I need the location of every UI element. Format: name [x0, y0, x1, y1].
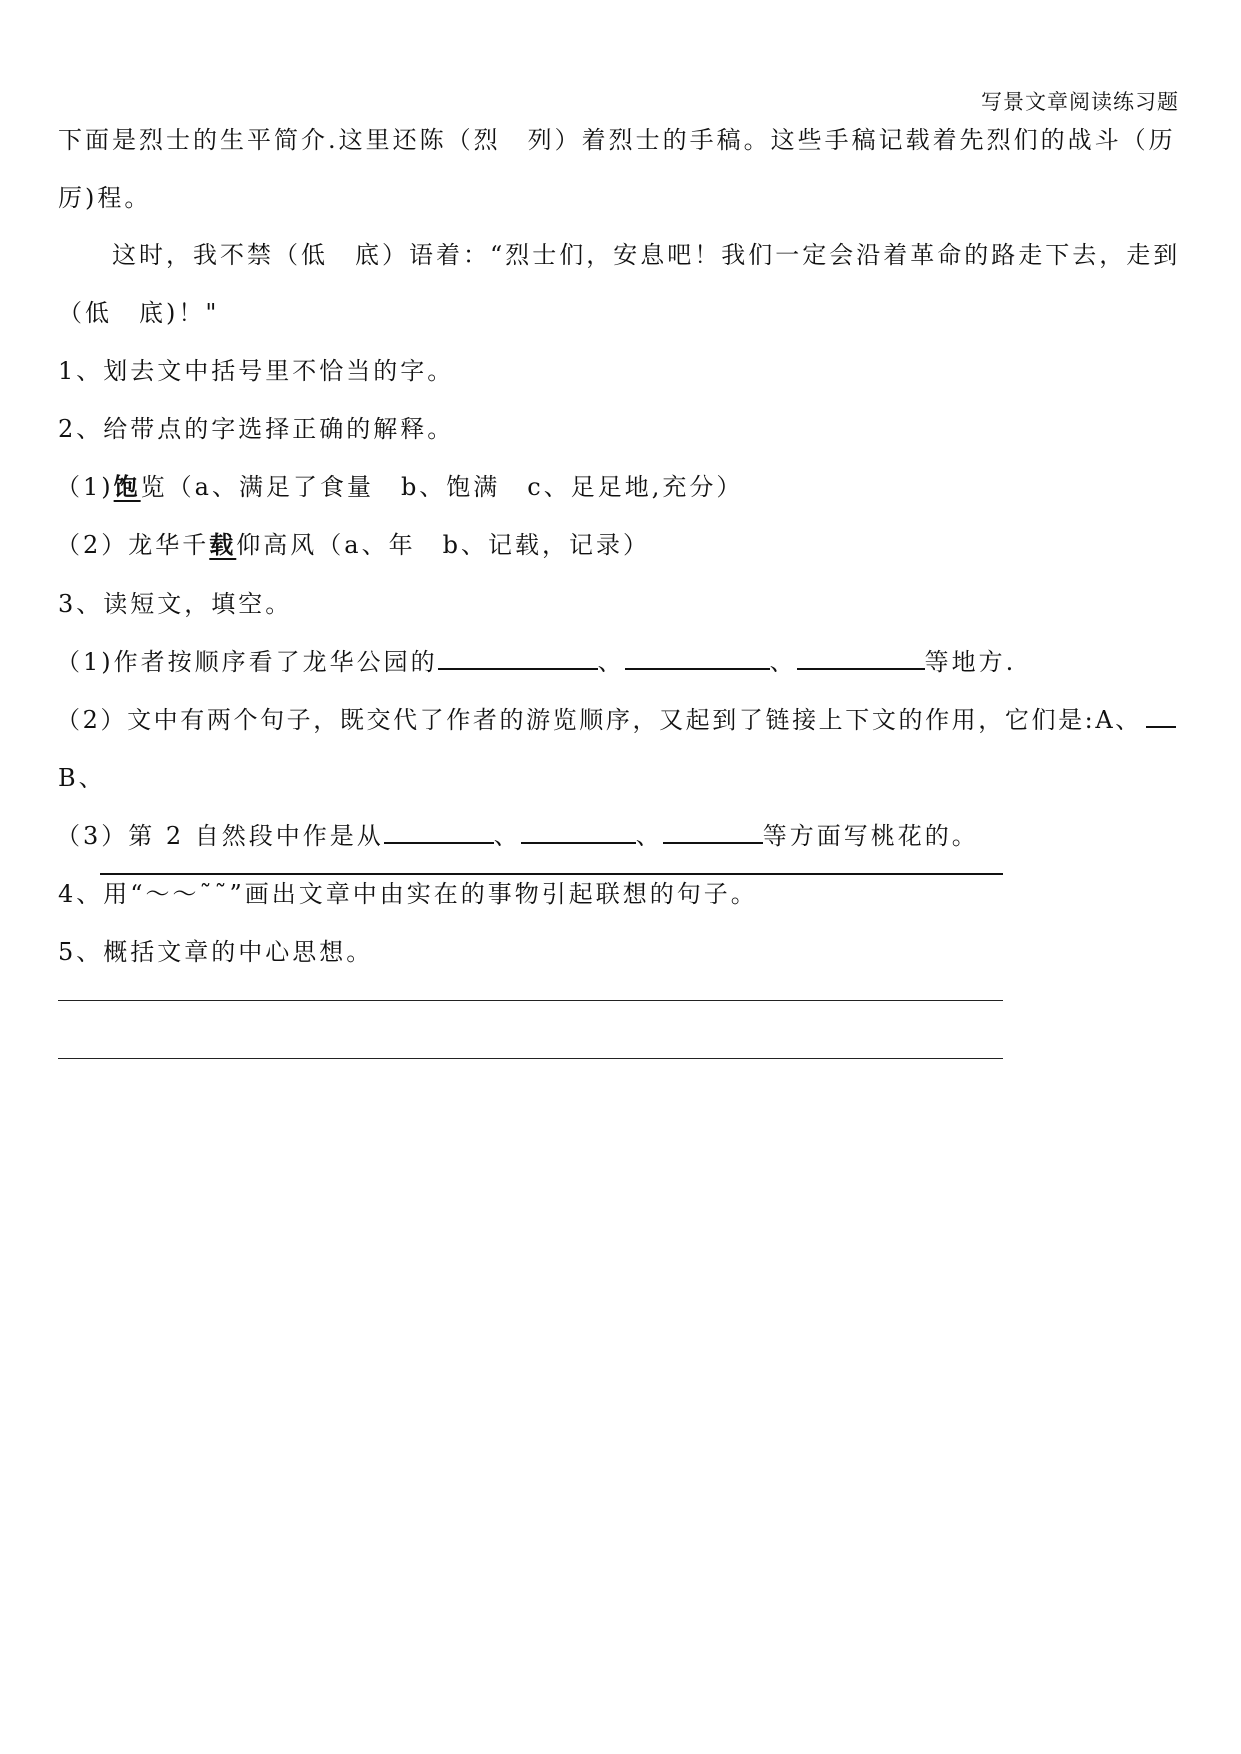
q3-3-suffix: 等方面写桃花的。 — [762, 822, 979, 850]
question-1: 1、划去文中括号里不恰当的字。 — [58, 357, 455, 385]
q3-3-prefix: （3）第 2 自然段中作是从 — [56, 822, 384, 850]
question-4: 4、用“～～˜˜”画出文章中由实在的事物引起联想的句子。 — [58, 880, 758, 908]
question-2: 2、给带点的字选择正确的解释。 — [58, 415, 455, 443]
q3-2-text: （2）文中有两个句子，既交代了作者的游览顺序，又起到了链接上下文的作用，它们是:A、 — [56, 706, 1142, 734]
passage-line-4: （低 底)！" — [58, 299, 220, 327]
q3-1-suffix: 等地方. — [924, 648, 1017, 676]
answer-line-2[interactable] — [58, 1058, 1003, 1059]
question-2-item-1 — [56, 467, 743, 502]
q3-2-blank-a[interactable] — [1146, 704, 1176, 728]
q3-1-blank-3[interactable] — [797, 646, 925, 670]
q3-1-sep-1: 、 — [597, 648, 625, 676]
q2-2-options: 仰高风（a、年 b、记载，记录） — [236, 531, 650, 559]
question-3-item-1 — [56, 642, 1016, 677]
q3-1-sep-2: 、 — [769, 648, 797, 676]
q2-1-options: 览（a、满足了食量 b、饱满 c、足足地,充分） — [140, 473, 744, 501]
q3-3-blank-1[interactable] — [384, 820, 494, 844]
q2-1-marked-char: 饱 — [113, 472, 141, 501]
question-3: 3、读短文，填空。 — [58, 590, 293, 618]
page-header: 写景文章阅读练习题 — [981, 90, 1179, 114]
q3-3-blank-2[interactable] — [521, 820, 636, 844]
q3-1-blank-1[interactable] — [438, 646, 598, 670]
answer-line-1[interactable] — [58, 1000, 1003, 1001]
passage-line-1: 下面是烈士的生平简介.这里还陈（烈 列）着烈士的手稿。这些手稿记载着先烈们的战斗（历 — [58, 126, 1176, 154]
passage-line-2: 厉)程。 — [58, 184, 152, 212]
question-3-item-2-b — [58, 758, 106, 793]
q2-2-marked-char: 载 — [209, 530, 237, 559]
q3-1-prefix: （1)作者按顺序看了龙华公园的 — [56, 648, 438, 676]
question-2-item-2 — [56, 525, 650, 560]
q3-3-sep-2: 、 — [635, 822, 663, 850]
q3-3-sep-1: 、 — [493, 822, 521, 850]
question-5: 5、概括文章的中心思想。 — [58, 938, 374, 966]
q3-3-blank-3[interactable] — [663, 820, 763, 844]
q3-1-blank-2[interactable] — [625, 646, 770, 670]
question-3-item-2 — [56, 700, 1176, 735]
question-3-item-3 — [56, 816, 979, 851]
passage-line-3: 这时，我不禁（低 底）语着：“烈士们，安息吧！我们一定会沿着革命的路走下去，走到 — [58, 241, 1181, 269]
q2-2-prefix: （2）龙华千 — [56, 531, 210, 559]
q3-2-b-label: B、 — [58, 764, 106, 792]
q2-1-prefix: （1) — [56, 473, 114, 501]
